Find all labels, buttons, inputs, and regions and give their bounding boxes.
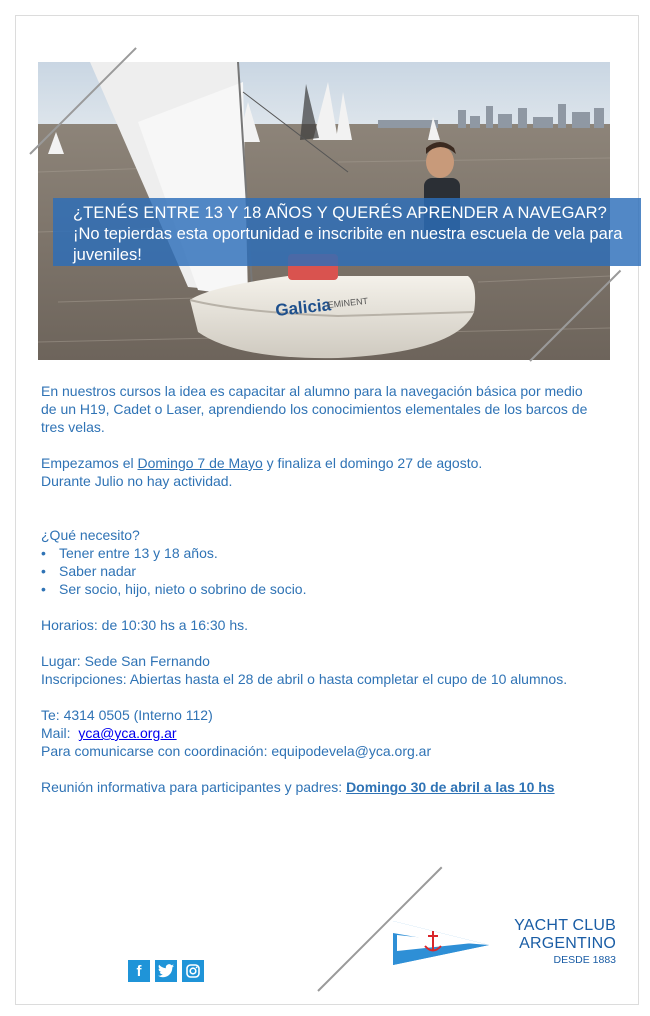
start-date-link[interactable]: Domingo 7 de Mayo	[137, 455, 263, 471]
july-note: Durante Julio no hay actividad.	[41, 473, 233, 489]
mail-link[interactable]: yca@yca.org.ar	[78, 725, 177, 741]
yacht-club-flag-logo	[393, 917, 489, 972]
dates-text	[41, 454, 601, 472]
requirement-item: • Saber nadar	[41, 563, 137, 579]
dates-prefix: Empezamos el	[41, 455, 138, 471]
logo-line-2: ARGENTINO	[519, 935, 616, 952]
content	[41, 382, 601, 796]
instagram-icon[interactable]	[182, 960, 204, 982]
mail-line	[41, 724, 601, 742]
meeting-prefix: Reunión informativa para participantes y padres:	[41, 779, 347, 795]
meeting-date-link[interactable]: Domingo 30 de abril a las 10 hs	[346, 779, 555, 795]
requirements-title: ¿Qué necesito?	[41, 527, 140, 543]
requirement-text: Tener entre 13 y 18 años.	[59, 545, 218, 561]
place-text: Lugar: Sede San Fernando	[41, 653, 210, 669]
coordination-text: Para comunicarse con coordinación: equipodevela@yca.org.ar	[41, 743, 432, 759]
schedule-text: Horarios: de 10:30 hs a 16:30 hs.	[41, 617, 249, 633]
registration-text: Inscripciones: Abiertas hasta el 28 de abril o hasta completar el cupo de 10 alumnos.	[41, 671, 568, 687]
requirement-item: • Tener entre 13 y 18 años.	[41, 545, 218, 561]
logo-line-1: YACHT CLUB	[514, 917, 616, 934]
logo-text	[496, 917, 616, 967]
hero-banner	[53, 198, 641, 266]
boat-sponsor: EMINENT	[327, 295, 369, 310]
social-icons	[128, 960, 204, 982]
banner-title: ¿TENÉS ENTRE 13 Y 18 AÑOS Y QUERÉS APRENDER A NAVEGAR?	[73, 204, 607, 222]
meeting-text	[41, 778, 601, 796]
banner-subtitle: ¡No tepierdas esta oportunidad e inscribite en nuestra escuela de vela para juveniles!	[73, 225, 623, 264]
requirement-text: Saber nadar	[59, 563, 137, 579]
boat-name: Galicia	[274, 295, 332, 320]
mail-label: Mail:	[41, 725, 79, 741]
phone-text: Te: 4314 0505 (Interno 112)	[41, 707, 213, 723]
facebook-icon[interactable]	[128, 960, 150, 982]
logo-line-3: DESDE 1883	[553, 954, 616, 966]
dates-suffix: y finaliza el domingo 27 de agosto.	[262, 455, 483, 471]
facebook-glyph: f	[136, 962, 142, 980]
requirement-text: Ser socio, hijo, nieto o sobrino de socio.	[59, 581, 307, 597]
twitter-icon[interactable]	[155, 960, 177, 982]
requirement-item: • Ser socio, hijo, nieto o sobrino de socio.	[41, 581, 307, 597]
intro-text: En nuestros cursos la idea es capacitar al alumno para la navegación básica por medio de un H19, Cadet o Laser, aprendiendo los conocimientos elementales de los barcos de tres velas.	[41, 383, 588, 435]
